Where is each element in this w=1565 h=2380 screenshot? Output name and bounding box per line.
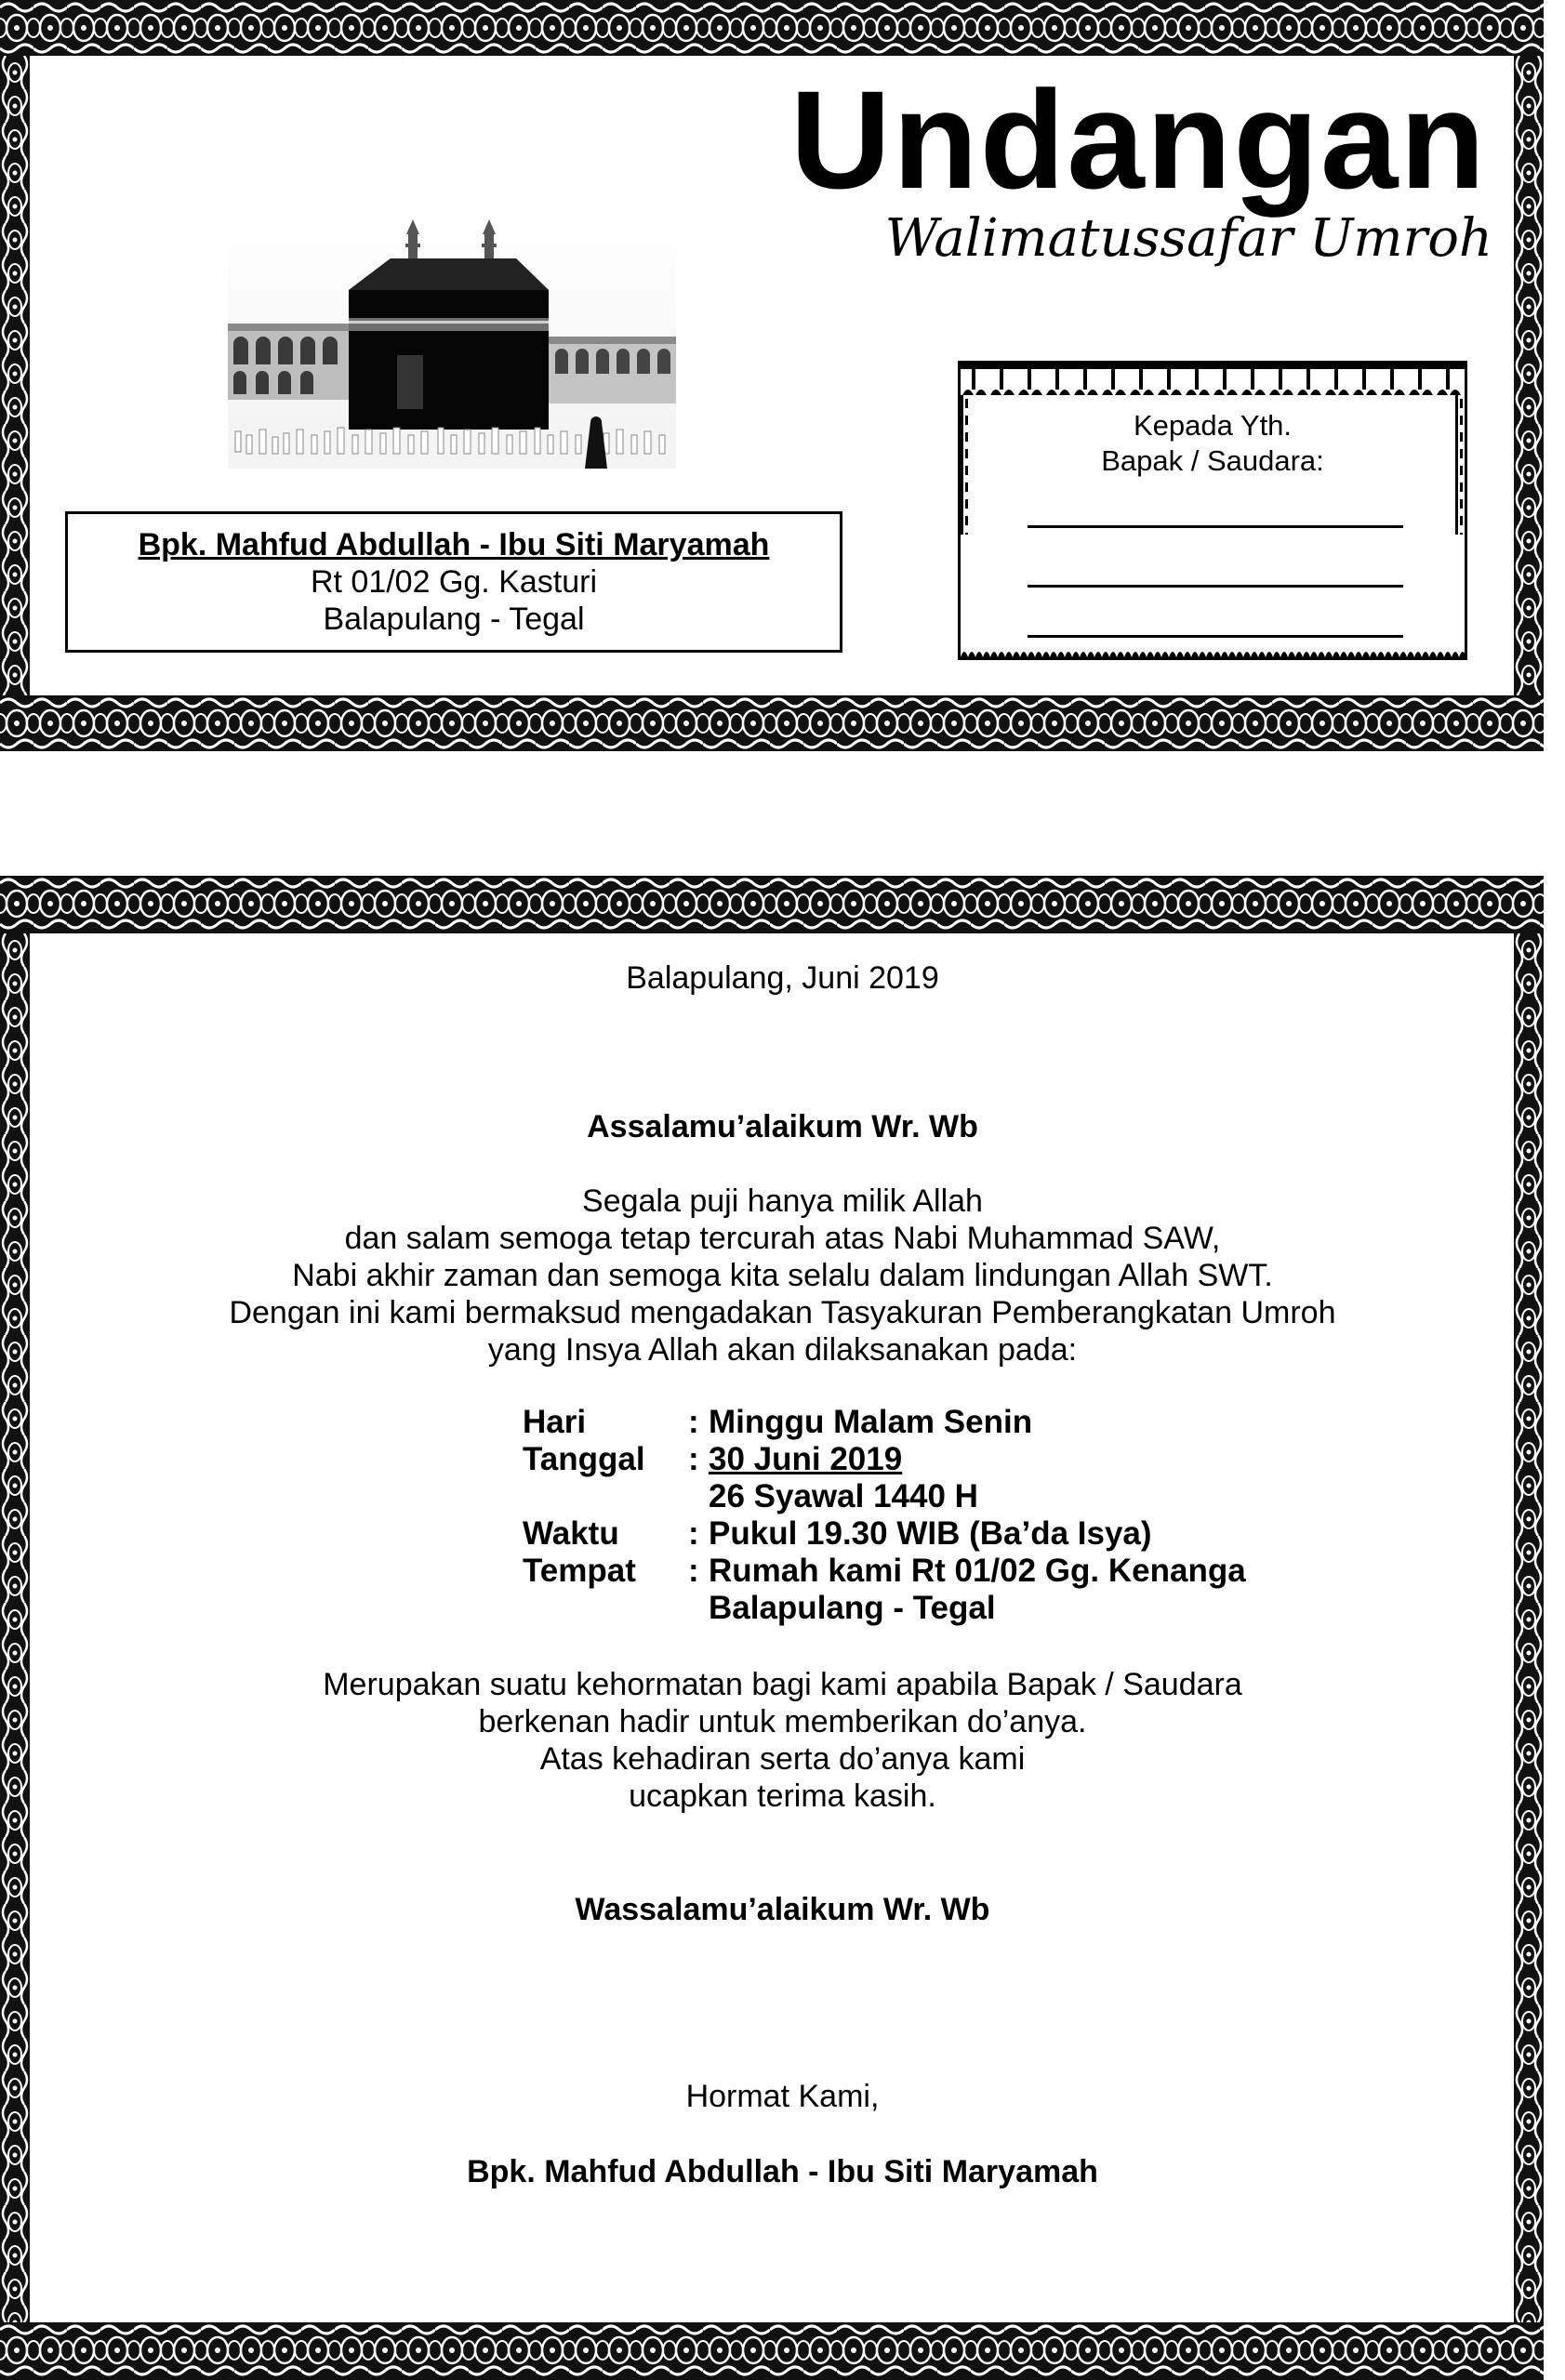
signature: Bpk. Mahfud Abdullah - Ibu Siti Maryamah <box>467 2154 1098 2189</box>
closing-line: berkenan hadir untuk memberikan do’anya. <box>478 1704 1087 1739</box>
detail-row-place-2 <box>523 1590 1246 1627</box>
event-details <box>523 1404 1246 1627</box>
closing-line: ucapkan terima kasih. <box>629 1778 936 1814</box>
cover-border-bottom <box>0 695 1544 751</box>
closing-line: Merupakan suatu kehormatan bagi kami apabila Bapak / Saudara <box>323 1667 1242 1702</box>
intro-paragraph <box>0 1183 1565 1368</box>
place-label: Tempat <box>523 1553 636 1589</box>
cover-border-right <box>1514 56 1544 695</box>
sign-off: Hormat Kami, <box>685 2079 880 2114</box>
sender-address-box <box>65 511 842 653</box>
place-value: Rumah kami Rt 01/02 Gg. Kenanga <box>709 1553 1246 1589</box>
intro-line: Segala puji hanya milik Allah <box>582 1183 983 1219</box>
invitation-subtitle: Walimatussafar Umroh <box>884 208 1492 269</box>
letter-border-bottom <box>0 2322 1544 2380</box>
colon: : <box>688 1553 699 1589</box>
detail-row-time <box>523 1515 1246 1553</box>
date-value: 30 Juni 2019 <box>709 1441 903 1477</box>
detail-row-day <box>523 1404 1246 1441</box>
day-value: Minggu Malam Senin <box>709 1404 1033 1440</box>
recipient-box-ornament-top <box>961 364 1465 395</box>
farewell: Wassalamu’alaikum Wr. Wb <box>575 1892 990 1927</box>
closing-line: Atas kehadiran serta do’anya kami <box>539 1741 1026 1777</box>
sender-name: Bpk. Mahfud Abdullah - Ibu Siti Maryamah <box>138 527 770 562</box>
recipient-line1: Kepada Yth. <box>1133 409 1293 442</box>
invitation-title: Undangan <box>789 61 1487 218</box>
colon: : <box>688 1404 699 1440</box>
recipient-address-line <box>1028 635 1403 638</box>
recipient-box <box>958 361 1467 660</box>
day-label: Hari <box>523 1404 587 1440</box>
kaaba-image <box>228 216 676 469</box>
colon: : <box>688 1441 699 1477</box>
colon: : <box>688 1515 699 1552</box>
detail-row-date <box>523 1441 1246 1478</box>
recipient-name-line <box>1028 525 1403 528</box>
cover-border-top <box>0 0 1544 56</box>
detail-row-place <box>523 1553 1246 1590</box>
greeting: Assalamu’alaikum Wr. Wb <box>587 1109 978 1144</box>
recipient-address-line <box>1028 585 1403 588</box>
intro-line: Nabi akhir zaman dan semoga kita selalu dalam lindungan Allah SWT. <box>292 1258 1273 1293</box>
recipient-line2: Bapak / Saudara: <box>1101 444 1324 477</box>
detail-row-hijri-date <box>523 1478 1246 1515</box>
intro-line: yang Insya Allah akan dilaksanakan pada: <box>487 1332 1078 1368</box>
closing-paragraph <box>0 1666 1565 1815</box>
cover-border-left <box>0 56 30 695</box>
date-label: Tanggal <box>523 1441 645 1477</box>
intro-line: dan salam semoga tetap tercurah atas Nabi Muhammad SAW, <box>344 1221 1221 1256</box>
recipient-heading <box>961 408 1465 479</box>
place-date: Balapulang, Juni 2019 <box>626 960 939 996</box>
place-value-line2: Balapulang - Tegal <box>709 1590 996 1626</box>
letter-border-top <box>0 876 1544 933</box>
sender-address-line1: Rt 01/02 Gg. Kasturi <box>310 564 598 600</box>
time-label: Waktu <box>523 1515 619 1552</box>
time-value: Pukul 19.30 WIB (Ba’da Isya) <box>709 1515 1152 1552</box>
hijri-date-value: 26 Syawal 1440 H <box>709 1478 978 1514</box>
sender-address-line2: Balapulang - Tegal <box>323 602 585 637</box>
intro-line: Dengan ini kami bermaksud mengadakan Tasyakuran Pemberangkatan Umroh <box>229 1295 1336 1330</box>
recipient-box-ornament-bottom <box>961 644 1465 657</box>
